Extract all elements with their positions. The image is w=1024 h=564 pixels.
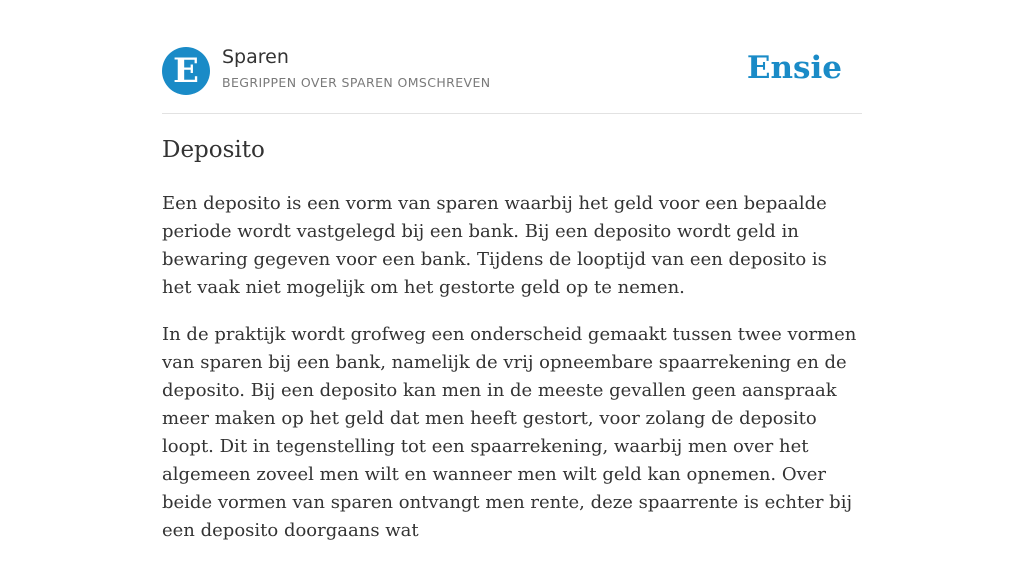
article-paragraph: Een deposito is een vorm van sparen waarbij het geld voor een bepaalde periode wordt vastgelegd bij een bank. Bij een deposito wordt geld in bewaring gegeven voor een bank. Tijdens de looptijd van een deposito is het vaak niet mogelijk om het gestorte geld op te nemen. [162,193,827,298]
site-header [162,0,862,114]
article-paragraph: In de praktijk wordt grofweg een onderscheid gemaakt tussen twee vormen van sparen bij een bank, namelijk de vrij opneembare spaarrekening en de deposito. Bij een deposito kan men in de meeste gevallen geen aanspraak meer maken op het geld dat men heeft gestort, voor zolang de deposito loopt. Dit in tegenstelling tot een spaarrekening, waarbij men over het algemeen zoveel men wilt en wanneer men wilt geld kan opnemen. Over beide vormen van sparen ontvangt men rente, deze spaarrente is echter bij een deposito doorgaans wat [162,324,857,541]
site-subtitle: BEGRIPPEN OVER SPAREN OMSCHREVEN [222,75,491,90]
article-body [162,190,862,564]
article-title: Deposito [162,137,265,163]
site-title[interactable]: Sparen [222,46,289,68]
brand-logo[interactable]: Ensie [746,50,842,86]
ensie-logo-icon[interactable]: E [162,47,210,95]
content-container [162,0,862,541]
